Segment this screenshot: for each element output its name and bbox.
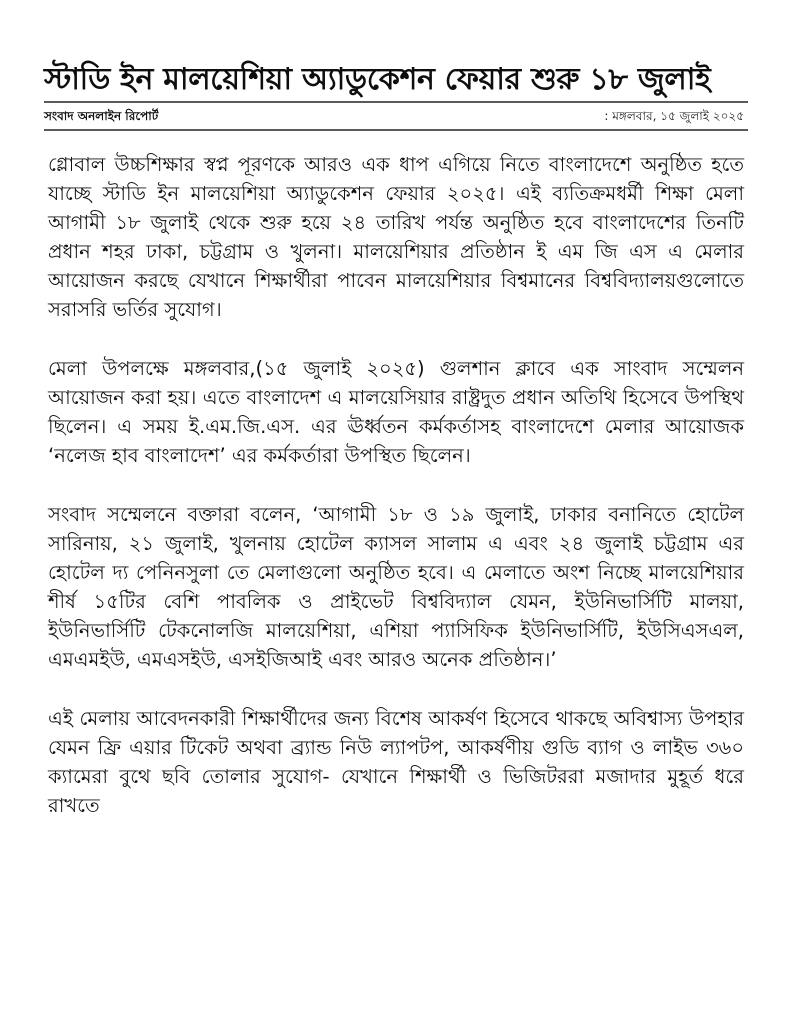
publish-date: : মঙ্গলবার, ১৫ জুলাই ২০২৫ (604, 109, 744, 123)
article-paragraph: সংবাদ সম্মেলনে বক্তারা বলেন, ‘আগামী ১৮ ও ১৯ জুলাই, ঢাকার বনানিতে হোটেল সারিনায়, ২১ জুলাই, খুলনায় হোটেল ক্যাসল সালাম এ এবং ২৪ জুলাই চট্টগ্রাম এর হোটেল দ্য পেনিনসুলা তে মেলাগুলো অনুষ্ঠিত হবে। এ মেলাতে অংশ নিচ্ছে মালয়েশিয়ার শীর্ষ ১৫টির বেশি পাবলিক ও প্রাইভেট বিশ্ববিদ্যাল যেমন, ইউনিভার্সিটি মালয়া, ইউনিভার্সিটি টেকনোলজি মালয়েশিয়া, এশিয়া প্যাসিফিক ইউনিভার্সিটি, ইউসিএসএল, এমএমইউ, এমএসইউ, এসইজিআই এবং আরও অনেক প্রতিষ্ঠান।’ (48, 503, 744, 671)
article-body (48, 150, 744, 850)
article-paragraph: এই মেলায় আবেদনকারী শিক্ষার্থীদের জন্য বিশেষ আকর্ষণ হিসেবে থাকছে অবিশ্বাস্য উপহার যেমন ফ্রি এয়ার টিকেট অথবা ব্র্যান্ড নিউ ল্যাপটপ, আকর্ষণীয় গুডি ব্যাগ ও লাইভ ৩৬০ ক্যামেরা বুথে ছবি তোলার সুযোগ- যেখানে শিক্ষার্থী ও ভিজিটররা মজাদার মুহূর্ত ধরে রাখতে (48, 707, 744, 817)
article-paragraph: মেলা উপলক্ষে মঙ্গলবার,(১৫ জুলাই ২০২৫) গুলশান ক্লাবে এক সাংবাদ সম্মেলন আয়োজন করা হয়। এতে বাংলাদেশ এ মালয়েসিয়ার রাষ্ট্রদুত প্রধান অতিথি হিসেবে উপস্থিথ ছিলেন। এ সময় ই.এম.জি.এস. এর ঊর্ধ্বতন কর্মকর্তাসহ বাংলাদেশে মেলার আয়োজক ‘নলেজ হাব বাংলাদেশ’ এর কর্মকর্তারা উপস্থিত ছিলেন। (48, 357, 744, 467)
byline-bar (44, 101, 748, 131)
article-headline: স্টাডি ইন মালয়েশিয়া অ্যাডুকেশন ফেয়ার শুরু ১৮ জুলাই (44, 62, 711, 98)
article-paragraph: গ্লোবাল উচ্চশিক্ষার স্বপ্ন পূরণকে আরও এক ধাপ এগিয়ে নিতে বাংলাদেশে অনুষ্ঠিত হতে যাচ্ছে স্টাডি ইন মালয়েশিয়া অ্যাডুকেশন ফেয়ার ২০২৫। এই ব্যতিক্রমধর্মী শিক্ষা মেলা আগামী ১৮ জুলাই থেকে শুরু হয়ে ২৪ তারিখ পর্যন্ত অনুষ্ঠিত হবে বাংলাদেশের তিনটি প্রধান শহর ঢাকা, চট্টগ্রাম ও খুলনা। মালয়েশিয়ার প্রতিষ্ঠান ই এম জি এস এ মেলার আয়োজন করছে যেখানে শিক্ষার্থীরা পাবেন মালয়েশিয়ার বিশ্বমানের বিশ্ববিদ্যালয়গুলোতে সরাসরি ভর্তির সুযোগ। (48, 153, 744, 321)
byline: সংবাদ অনলাইন রিপোর্ট (44, 109, 159, 123)
